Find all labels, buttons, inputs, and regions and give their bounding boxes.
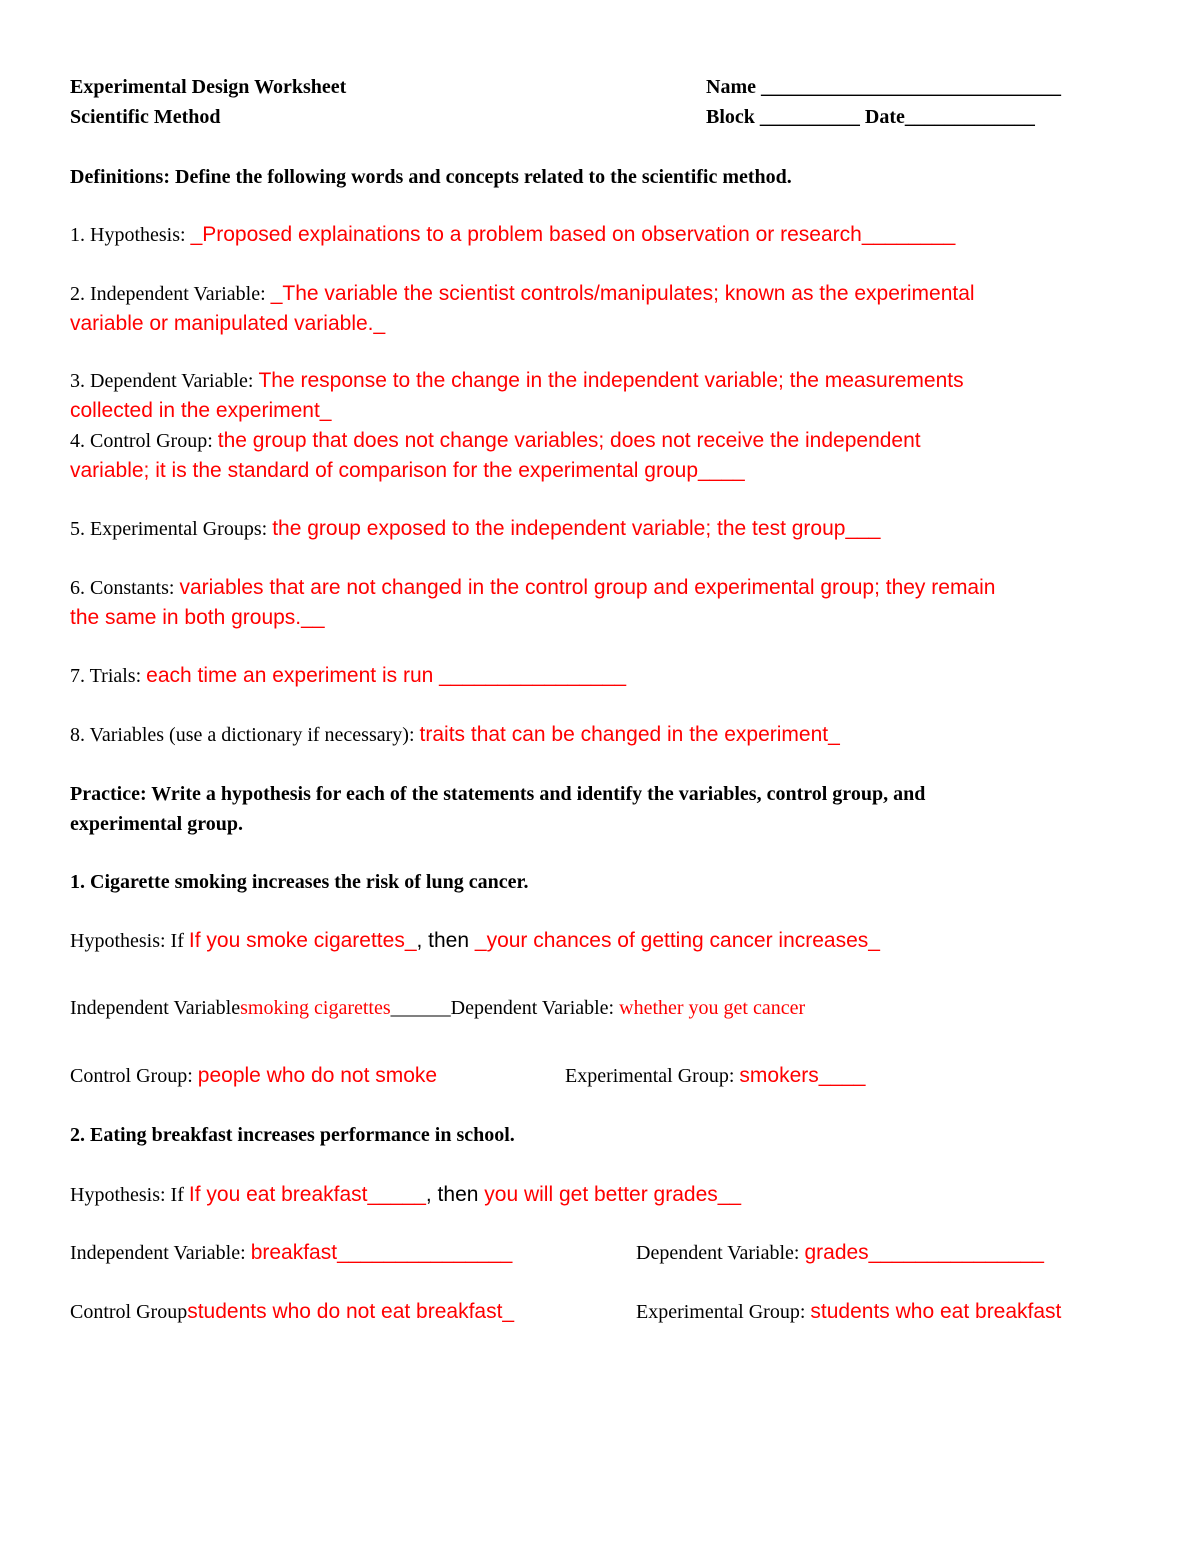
dependent-variable-answer[interactable]: grades_______________ — [804, 1241, 1044, 1264]
definition-answer-continued[interactable]: the same in both groups.__ — [70, 606, 325, 629]
definition-variables — [70, 720, 840, 750]
definition-answer[interactable]: the group that does not change variables; does not receive the independent — [217, 429, 921, 452]
independent-variable-answer[interactable]: smoking cigarettes — [240, 997, 391, 1019]
definition-label: 4. Control Group: — [70, 430, 218, 452]
question-1-variables — [70, 993, 805, 1023]
definition-dependent-variable — [70, 366, 964, 396]
definition-hypothesis — [70, 220, 955, 250]
independent-variable-answer[interactable]: breakfast_______________ — [250, 1241, 513, 1264]
definition-control-group — [70, 426, 921, 456]
definition-answer[interactable]: _The variable the scientist controls/manipulates; known as the experimental — [270, 282, 975, 305]
definition-label: 3. Dependent Variable: — [70, 370, 259, 392]
definition-answer-continued[interactable]: variable; it is the standard of comparison for the experimental group____ — [70, 459, 745, 482]
dependent-variable-answer[interactable]: whether you get cancer — [619, 997, 806, 1019]
definition-answer[interactable]: variables that are not changed in the control group and experimental group; they remain — [179, 576, 996, 599]
hypothesis-then-label: , then — [416, 929, 475, 952]
definition-label: 1. Hypothesis: — [70, 224, 191, 246]
worksheet-title: Experimental Design Worksheet — [70, 76, 347, 98]
experimental-group-label: Experimental Group: — [565, 1065, 740, 1087]
question-1-experimental-group — [565, 1061, 865, 1091]
hypothesis-then-answer[interactable]: _your chances of getting cancer increases_ — [474, 929, 880, 952]
definition-answer-continued[interactable]: collected in the experiment_ — [70, 399, 332, 422]
definition-answer-continued[interactable]: variable or manipulated variable._ — [70, 312, 386, 335]
blank-line: ______ — [390, 997, 451, 1019]
question-1-statement: 1. Cigarette smoking increases the risk of lung cancer. — [70, 871, 529, 893]
independent-variable-label: Independent Variable — [70, 997, 241, 1019]
worksheet-subtitle: Scientific Method — [70, 106, 221, 128]
definition-label: 7. Trials: — [70, 665, 147, 687]
practice-instruction: Practice: Write a hypothesis for each of the statements and identify the variables, control group, and — [70, 783, 926, 805]
definition-trials — [70, 661, 626, 691]
practice-instruction-continued: experimental group. — [70, 813, 243, 835]
definition-label: 2. Independent Variable: — [70, 283, 271, 305]
definitions-instruction: Definitions: Define the following words and concepts related to the scientific method. — [70, 166, 792, 188]
definition-answer[interactable]: _Proposed explainations to a problem based on observation or research________ — [190, 223, 956, 246]
dependent-variable-label: Dependent Variable: — [636, 1242, 805, 1264]
question-1-hypothesis — [70, 926, 880, 956]
question-2-independent-variable — [70, 1238, 512, 1268]
hypothesis-label: Hypothesis: If — [70, 930, 189, 952]
definition-independent-variable — [70, 279, 975, 309]
definition-answer[interactable]: each time an experiment is run ________________ — [146, 664, 626, 687]
experimental-group-label: Experimental Group: — [636, 1301, 811, 1323]
control-group-answer[interactable]: people who do not smoke — [197, 1064, 438, 1087]
control-group-answer[interactable]: students who do not eat breakfast_ — [187, 1300, 515, 1323]
question-2-dependent-variable — [636, 1238, 1044, 1268]
hypothesis-if-answer[interactable]: If you eat breakfast_____ — [188, 1183, 426, 1206]
definition-label: 5. Experimental Groups: — [70, 518, 273, 540]
hypothesis-then-label: , then — [425, 1183, 485, 1206]
dependent-variable-label: Dependent Variable: — [450, 997, 620, 1019]
hypothesis-if-answer[interactable]: If you smoke cigarettes_ — [188, 929, 417, 952]
definition-answer[interactable]: The response to the change in the independent variable; the measurements — [258, 369, 964, 392]
definition-answer[interactable]: the group exposed to the independent variable; the test group___ — [272, 517, 881, 540]
question-2-statement: 2. Eating breakfast increases performance in school. — [70, 1124, 515, 1146]
control-group-label: Control Group: — [70, 1065, 198, 1087]
question-1-control-group — [70, 1061, 437, 1091]
definition-answer[interactable]: traits that can be changed in the experiment_ — [419, 723, 840, 746]
experimental-group-answer[interactable]: students who eat breakfast — [810, 1300, 1062, 1323]
hypothesis-then-answer[interactable]: you will get better grades__ — [484, 1183, 742, 1206]
independent-variable-label: Independent Variable: — [70, 1242, 251, 1264]
experimental-group-answer[interactable]: smokers____ — [739, 1064, 866, 1087]
question-2-hypothesis — [70, 1180, 741, 1210]
hypothesis-label: Hypothesis: If — [70, 1184, 189, 1206]
definition-experimental-groups — [70, 514, 880, 544]
block-date-field[interactable]: Block __________ Date_____________ — [706, 106, 1035, 128]
name-field[interactable]: Name ______________________________ — [706, 76, 1061, 98]
question-2-control-group — [70, 1297, 514, 1327]
definition-label: 8. Variables (use a dictionary if necessary): — [70, 724, 420, 746]
question-2-experimental-group — [636, 1297, 1061, 1327]
definition-label: 6. Constants: — [70, 577, 180, 599]
control-group-label: Control Group — [70, 1301, 188, 1323]
definition-constants — [70, 573, 995, 603]
